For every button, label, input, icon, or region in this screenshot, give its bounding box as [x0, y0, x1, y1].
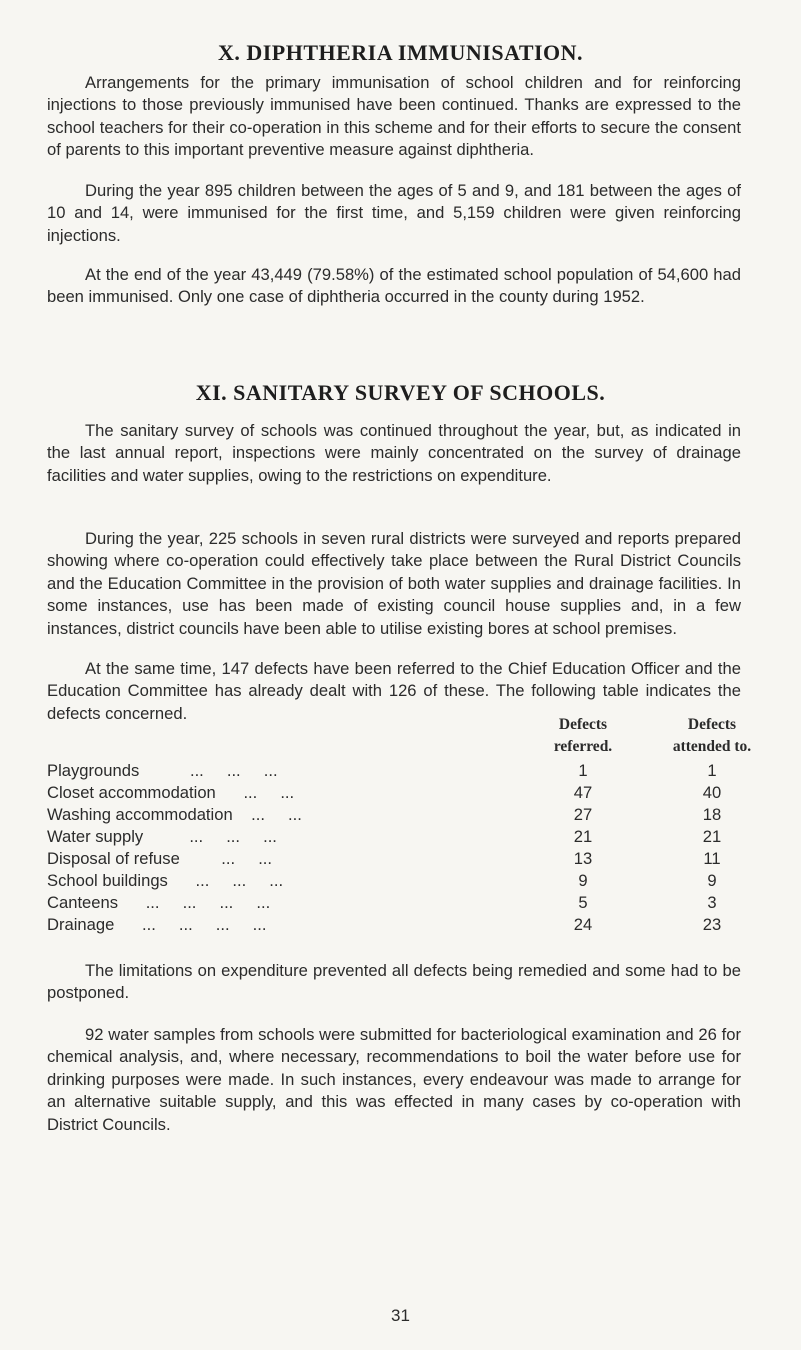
- row-label: Drainage ... ... ... ...: [47, 915, 267, 934]
- row-referred-value: 24: [573, 915, 593, 934]
- col-attended-header-line1: Defects: [687, 716, 737, 733]
- row-label: Canteens ... ... ... ...: [47, 893, 271, 912]
- section-xi-paragraph-2: During the year, 225 schools in seven rural districts were surveyed and reports prepared showing where co-operation could effectively take place between the Rural District Councils and the Education Committee in the provision of both water supplies and drainage facilities. In some instances, use has been made of existing council house supplies and, in a few instances, district councils have been able to utilise existing bores at school premises.: [47, 529, 741, 638]
- section-xi-paragraph-5: 92 water samples from schools were submitted for bacteriological examination and 26 for chemical analysis, and, where necessary, recommendations to boil the water before use for drinking purposes were made. In such instances, every endeavour was made to arrange for an alternative suitable supply, and this was effected in many cases by co-operation with District Councils.: [47, 1025, 741, 1134]
- row-attended-value: 3: [707, 893, 717, 912]
- section-x-paragraph-2: During the year 895 children between the ages of 5 and 9, and 181 between the ages of 10 and 14, were immunised for the first time, and 5,159 children were given reinforcing injections.: [47, 181, 741, 245]
- row-referred-value: 13: [573, 849, 593, 868]
- table-row: [47, 804, 767, 826]
- row-attended-value: 40: [702, 783, 722, 802]
- table-row: [47, 870, 767, 892]
- row-label: Washing accommodation ... ...: [47, 805, 302, 824]
- row-referred-value: 47: [573, 783, 593, 802]
- section-x-paragraph-3: At the end of the year 43,449 (79.58%) of the estimated school population of 54,600 had been immunised. Only one case of diphtheria occurred in the county during 1952.: [47, 265, 741, 307]
- row-label: School buildings ... ... ...: [47, 871, 284, 890]
- row-referred-value: 27: [573, 805, 593, 824]
- section-x-paragraph-1: Arrangements for the primary immunisation of school children and for reinforcing injections to those previously immunised have been continued. Thanks are expressed to the school teachers for their co-operation in this scheme and for their efforts to secure the consent of parents to this important preventive measure against diphtheria.: [47, 73, 741, 160]
- row-referred-value: 9: [578, 871, 588, 890]
- row-label: Playgrounds ... ... ...: [47, 761, 278, 780]
- col-referred-header-line2: referred.: [553, 738, 613, 755]
- row-referred-value: 1: [578, 761, 588, 780]
- col-referred-header: [535, 714, 631, 758]
- table-row: [47, 892, 767, 914]
- section-xi-paragraph-4: The limitations on expenditure prevented all defects being remedied and some had to be postponed.: [47, 961, 741, 1003]
- col-attended-header: [653, 714, 771, 758]
- section-x-heading: X. DIPHTHERIA IMMUNISATION.: [217, 40, 584, 65]
- row-attended-value: 1: [707, 761, 717, 780]
- section-xi-paragraph-3: At the same time, 147 defects have been referred to the Chief Education Officer and the Education Committee has already dealt with 126 of these. The following table indicates the defects concerned.: [47, 659, 741, 723]
- table-row: [47, 782, 767, 804]
- row-label: Closet accommodation ... ...: [47, 783, 295, 802]
- row-attended-value: 11: [703, 849, 721, 868]
- row-label: Disposal of refuse ... ...: [47, 849, 273, 868]
- table-row: [47, 760, 767, 782]
- row-attended-value: 9: [707, 871, 717, 890]
- section-xi-heading: XI. SANITARY SURVEY OF SCHOOLS.: [195, 380, 606, 405]
- table-row: [47, 914, 767, 936]
- row-attended-value: 21: [702, 827, 722, 846]
- row-label: Water supply ... ... ...: [47, 827, 277, 846]
- row-attended-value: 18: [702, 805, 722, 824]
- page-number: 31: [391, 1306, 410, 1325]
- col-referred-header-line1: Defects: [558, 716, 608, 733]
- col-attended-header-line2: attended to.: [672, 738, 752, 755]
- section-xi-paragraph-1: The sanitary survey of schools was continued throughout the year, but, as indicated in the last annual report, inspections were mainly concentrated on the survey of drainage facilities and water supplies, owing to the restrictions on expenditure.: [47, 421, 741, 485]
- table-row: [47, 826, 767, 848]
- row-referred-value: 5: [578, 893, 588, 912]
- table-row: [47, 848, 767, 870]
- row-referred-value: 21: [573, 827, 593, 846]
- row-attended-value: 23: [702, 915, 722, 934]
